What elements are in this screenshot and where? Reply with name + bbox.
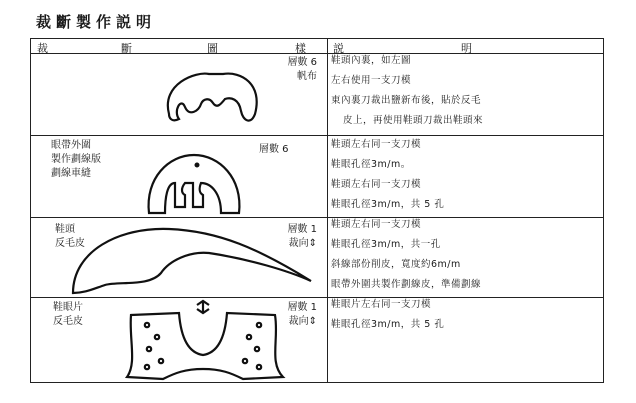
row4-label-line-2: 反毛皮 [53, 316, 83, 327]
cutting-table [30, 38, 604, 383]
row3-desc-line-3: 斜線部份削皮，寬度約6m/m [331, 259, 461, 270]
row1-divider [31, 135, 603, 136]
row3-divider [31, 297, 603, 298]
row3-cut-direction: 裁向⇕ [288, 238, 317, 249]
row2-label-line-1: 眼帶外圍 [51, 140, 91, 151]
row4-cut-direction: 裁向⇕ [288, 316, 317, 327]
row3-desc-line-2: 鞋眼孔徑3m/m，共一孔 [331, 239, 441, 250]
row3-label-line-1: 鞋頭 [55, 224, 75, 235]
row2-desc-line-1: 鞋頭左右同一支刀模 [331, 139, 422, 150]
row3-desc-line-1: 鞋頭左右同一支刀模 [331, 219, 422, 230]
column-divider [327, 39, 328, 382]
row2-desc-line-3: 鞋頭左右同一支刀模 [331, 179, 422, 190]
row1-desc-line-4: 皮上，再使用鞋頭刀裁出鞋頭來 [343, 115, 484, 126]
row2-desc-line-4: 鞋眼孔徑3m/m，共 5 孔 [331, 199, 445, 210]
row2-label [51, 139, 101, 181]
row2-eyestay-pattern [139, 143, 249, 221]
row3-desc-line-4: 眼帶外圍共製作劃線皮，準備劃線 [331, 279, 482, 290]
row4-desc-line-2: 鞋眼孔徑3m/m，共 5 孔 [331, 319, 445, 330]
row2-label-line-2: 製作劃線版 [51, 154, 101, 165]
row1-desc-line-2: 左右使用一支刀模 [331, 75, 412, 86]
row3-description [331, 215, 481, 295]
header-col1-char-4: 樣 [295, 42, 306, 55]
row2-label-line-3: 劃線車縫 [51, 168, 91, 179]
row1-meta [269, 56, 317, 84]
row4-layers: 層數 1 [287, 302, 317, 313]
row1-material: 帆布 [297, 71, 317, 82]
row3-toecap-pattern [49, 221, 319, 301]
row1-desc-line-3: 東內裏刀裁出鹽新布後，貼於反毛 [331, 95, 482, 106]
row3-label-line-2: 反毛皮 [55, 238, 85, 249]
header-divider [31, 53, 603, 54]
row1-description [331, 51, 483, 131]
row2-divider [31, 217, 603, 218]
row2-layers: 層數 6 [259, 144, 289, 155]
row4-eyelet-facing-pattern [119, 299, 289, 383]
row4-description [331, 295, 444, 335]
row3-layers: 層數 1 [287, 224, 317, 235]
row1-desc-line-1: 鞋頭內裏，如左圖 [331, 55, 412, 66]
header-col1-char-3: 圖 [207, 42, 218, 55]
header-col1-char-2: 斷 [121, 42, 132, 55]
row4-desc-line-1: 鞋眼片左右同一支刀模 [331, 299, 432, 310]
row4-label-line-1: 鞋眼片 [53, 302, 83, 313]
row2-desc-line-2: 鞋眼孔徑3m/m。 [331, 159, 411, 170]
row1-lining-pattern [151, 59, 271, 129]
row4-label [53, 301, 83, 329]
row1-layers: 層數 6 [287, 57, 317, 68]
row2-description [331, 135, 444, 215]
header-col2-char-1: 説 [333, 42, 344, 55]
page-title: 裁斷製作説明 [36, 13, 157, 31]
header-col1-char-1: 裁 [37, 42, 48, 55]
header-col2-char-2: 明 [461, 42, 472, 55]
